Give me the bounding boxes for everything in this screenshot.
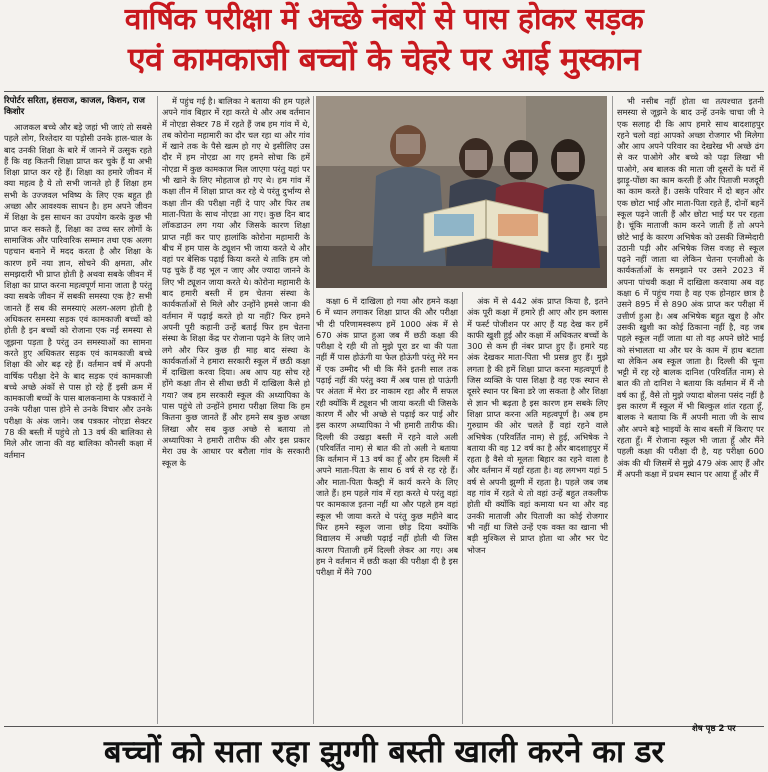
continued-note: शेष पृष्ठ 2 पर [692, 724, 736, 734]
article-bottom-rule [4, 726, 764, 727]
column-4-text: अंक में से 442 अंक प्राप्त किया है, इतने अंक पूरी कक्षा में हमारे ही आए और हम क्लास में फर्स्ट पोजीशन पर आए हैं यह देख कर हमें काफी खुशी हुई और कक्षा में अधिकतर बच्चों के 300 से कम ही नंबर प्राप्त हुए हैं। हमारे यह अंक देखकर माता-पिता भी प्रसन्न हुए हैं। मुझे लगता है की हमें शिक्षा प्राप्त करना महत्वपूर्ण है जिस व्यक्ति के पास शिक्षा है वह एक स्थान से दूसरे स्थान पर बिना डरे जा सकता है और शिक्षा से ज्ञान भी बढ़ता है इस कारण हम सबके लिए शिक्षा प्राप्त करना अति महत्वपूर्ण है। अब हम गुरुग्राम की ओर चलते हैं वहां रहने वाले अभिषेक (परिवर्तित नाम) से हुई, अभिषेक ने बताया की वह 12 वर्ष का है और बादशाहपुर में रहता है वैसे वो मूलतः बिहार का रहने वाला है और वर्तमान में यहाँ रहता है। वह लगभग यहां 5 वर्ष से अपनी झुग्गी में रहता है। पहले जब जब वह गांव में रहते थे तो वहां उन्हें बहुत तकलीफ होती थी क्योंकि वहां कमाया धन था और वह उनकी माताजी और पिताजी का कोई रोजगार भी नहीं था जिसे उन्हें एक वक्त का खाना भी बड़ी मुश्किल से प्राप्त होता था और भर पेट भोजन [467, 296, 608, 555]
article-photo [316, 96, 607, 288]
byline: रिपोर्टर सरिता, हंसराज, काजल, किशन, राज किशोर [4, 96, 145, 117]
headline-line-1: वार्षिक परीक्षा में अच्छे नंबरों से पास होकर सड़क [124, 2, 644, 37]
column-5-text: भी नसीब नहीं होता था तत्पश्चात इतनी समस्या से जूझने के बाद उन्हें उनके चाचा जी ने एक सलाह दी कि आप हमारे साथ बादशाहपुर रहने चलो वहां आपको अच्छा रोजगार भी मिलेगा और आप अपने परिवार का देखरेख भी अच्छे ढंग से कर पाओगे और बच्चे को पढ़ा लिखा भी पाओगे, अब बालक की माता जी दूसरों के घरों में झाड़ू-पोंछा का काम करती हैं और पिताजी मजदूरी का काम करते हैं। उसके परिवार में दो बहन और एक छोटा भाई और माता-पिता रहते हैं, दोनों बहनें स्कूल पढ़ने जाती हैं और छोटा भाई घर पर रहता है। चूंकि माताजी काम करने जाती हैं तो अपने छोटे भाई के कारण अभिषेक को उसकी जिम्मेदारी उठानी पड़ी और अभिषेक जिस वजह से स्कूल पढ़ने नहीं जाता था लेकिन चेतना एनजीओ के कार्यकर्ताओं के समझाने पर उसने 2023 में अपना पांचवी कक्षा में दाखिला करवाया अब वह कक्षा 6 में पहुंच गया है वह एक होनहार छात्र है उसने 895 में से 890 अंक प्राप्त कर परीक्षा में उत्तीर्ण हुआ है। अब अभिषेक बहुत खुश है और उसकी खुशी का कोई ठिकाना नहीं है, वह जब पहले स्कूल नहीं जाता था तो वह अपने छोटे भाई को संभालता था और घर के काम में हाथ बटाता था लेकिन अब स्कूल जाता है। दिल्ली की चूना भट्टी में रह रहे बालक दानिश (परिवर्तित नाम) से बात की तो दानिश ने बताया कि वर्तमान में मैं नौ वर्ष का हूँ, वैसे तो मुझे ज्यादा बोलना पसंद नहीं है इस कारण मैं स्कूल में भी बिल्कुल शांत रहता हूँ, बालक ने बताया कि मैं अपनी माता जी के साथ और अपने बड़े भाइयों के साथ बस्ती में किराए पर रहता हूँ। मैं रोजाना स्कूल भी जाता हूँ और मैंने पहली कक्षा की परीक्षा दी है, यह परीक्षा 600 अंक की थी जिसमें से मुझे 479 अंक आए हैं और मैं अपनी कक्षा में प्रथम स्थान पर आया हूँ और मैं [617, 96, 764, 479]
column-divider [462, 292, 463, 724]
headline-rule [4, 91, 764, 92]
column-1-text: आजकल बच्चे और बड़े जहां भी जाएं तो सबसे पहले लोग, रिश्तेदार या पड़ोसी उनके हाल-चाल के बाद उनकी शिक्षा के बारे में जानने में उत्सुक रहते हैं कि वह कितनी शिक्षा प्राप्त कर चुके हैं या अभी शिक्षा प्राप्त कर रहे हैं। शिक्षा का हमारे जीवन में क्या महत्व है ये तो सभी जानते हो हैं शिक्षा हम सभी के उज्जवल भविष्य के लिए एक बहुत ही अच्छा और आवश्यक साधन है। हम अपने जीवन में शिक्षा के इस साधन का उपयोग करके कुछ भी प्राप्त कर सकते हैं, शिक्षा का उच्च स्तर लोगों के सामाजिक और पारिवारिक सम्मान तथा एक अलग पहचान बनाने में मदद करता है और शिक्षा के कारण हमें नया ज्ञान, सोचने की क्षमता, और समझदारी भी प्राप्त होती है अथवा सबके जीवन में शिक्षा का प्राप्त करना महत्वपूर्ण माना जाता है परंतु क्या सबके जीवन में सबकी समस्या एक है? सभी जानते हैं सब की समस्याएं अलग-अलग होती है अधिकतर समस्या सड़क एवं कामकाजी बच्चों को होती है इन बच्चों को रोजाना एक नई समस्या से जूझना पड़ता है परंतु उन समस्याओं का सामना करते हुए अधिकतर सड़क एवं कामकाजी बच्चे शिक्षा की ओर बढ़ रहे हैं। वर्तमान वर्ष में अपनी वार्षिक परीक्षा देने के बाद सड़क एवं कामकाजी बच्चे अच्छे अंकों से पास हो रहे हैं इसी क्रम में कामकाजी बच्चों के पास बालकनामा के पत्रकारों ने उनके परीक्षा पास होने से उनके विचार और उनके परीक्षा के अंक जाने। जब पत्रकार नोएडा सेक्टर 78 की बस्ती में पहुंचे तो 13 वर्ष की बालिका से मिले और जाना की वह बालिका कौनसी कक्षा में वर्तमान [4, 122, 152, 460]
article-column-3 [316, 296, 458, 728]
article-column-5 [617, 96, 764, 722]
subheadline: बच्चों को सता रहा झुग्गी बस्ती खाली करने का डर [103, 734, 665, 770]
headline-line-2: एवं कामकाजी बच्चों के चेहरे पर आई मुस्कान [127, 40, 641, 78]
children-reading-photo [316, 96, 607, 288]
column-3-text: कक्षा 6 में दाखिला हो गया और हमने कक्षा 6 में ध्यान लगाकर शिक्षा प्राप्त की और परीक्षा भी दी परिणामस्वरूप हमें 1000 अंक में से 670 अंक प्राप्त हुआ जब मैं छठी कक्षा की परीक्षा दे रही थी तो मुझे पूरा डर था की पता नहीं मैं पास होऊंगी या फेल होऊंगी परंतु मेरे मन में एक उम्मीद भी थी कि मैंने इतनी साल तक पढ़ाई नहीं की परंतु क्या मैं अब पास हो पाऊंगी पर अंततः में मेरा डर नाकाम रहा और मैं सफल रही क्योंकि मैं ट्यूशन भी जाया करती थी जिसके कारण मैं और भी अच्छे से पढ़ाई कर पाई और इस कारण अध्यापिका ने भी हमारी तारीफ की। दिल्ली की उखड़ा बस्ती में रहने वाले अली (परिवर्तित नाम) से बात की तो अली ने बताया कि वर्तमान में 13 वर्ष का हूँ और हम दिल्ली में अपने माता-पिता के साथ 6 वर्ष से रह रहे हैं। और माता-पिता फैक्ट्री में कार्य करने के लिए जाते हैं। हम पहले गांव में रहा करते थे परंतु वहां पर कामकाज इतना नहीं था और पहले हम वहां स्कूल भी जाया करते थे परंतु कुछ महीने बाद फिर हमने स्कूल जाना छोड़ दिया क्योंकि विद्यालय में अच्छी पढ़ाई नहीं होती थी जिस कारण पिताजी हमें दिल्ली लेकर आ गए। अब हम ने वर्तमान में छठी कक्षा की परीक्षा दी है इस परीक्षा में मैंने 700 [316, 296, 458, 578]
column-divider [157, 96, 158, 724]
column-divider [313, 96, 314, 724]
column-2-text: में पहुंच गई है। बालिका ने बताया की हम पहले अपने गांव बिहार में रहा करते थे और अब वर्तमान में नोएडा सेक्टर 78 में रहते हैं जब हम गांव में थे, तब कोरोना महामारी का दौर चल रहा था और गांव में खाने तक के पैसे खत्म हो गए थे इसीलिए उस दौर में हम नोएडा आ गए हमने सोचा कि हमें नोएडा में कुछ कामकाज मिल जाएगा परंतु यहां पर भी खाने के लिए मोहताज हो गए थे। हम गांव में कक्षा तीन में शिक्षा प्राप्त कर रहे थे परंतु दुर्भाग्य से कक्षा तीन की परीक्षा नहीं दे पाए और फिर तब माता-पिता के साथ नोएडा आ गए। कुछ दिन बाद लॉकडाउन लग गया और जिसके कारण शिक्षा प्राप्त नहीं कर पाए हालांकि कोरोना महामारी के बीच में हम पास के ट्यूशन भी जाया करते थे और वहां पर बेसिक पढ़ाई किया करते थे ताकि हम जो पढ़ चुके हैं वह भूल न जाए और ज्यादा जानने के लिए भी ट्यूशन जाया करते थे। कोरोना महामारी के बाद हमारी बस्ती में हम चेतना संस्था के कार्यकर्ताओं से मिले और उन्होंने हमसे जाना की वर्तमान में पढ़ाई करते हो या नहीं? फिर हमने अपनी पूरी कहानी उन्हें बताई फिर हम चेतना संस्था के शिक्षा केंद्र पर रोजाना पढ़ने के लिए जाने लगे और फिर कुछ ही माह बाद संस्था के कार्यकर्ताओं ने हमारा सरकारी स्कूल में छठी कक्षा में दाखिला करवा दिया। अब आप यह सोच रहे होंगे कक्षा तीन से सीधा छठी में दाखिला कैसे हो गया? जब हम सरकारी स्कूल की अध्यापिका के पास पहुंचे तो उन्होंने हमारा परीक्षा लिया कि हम कितना कुछ जानते हैं और हमने सब कुछ अच्छा लिखा और सब कुछ अच्छे से बताया तो अध्यापिका ने हमारी तारीफ की और इस प्रकार मेरा उम्र के आधार पर बरौला गांव के सरकारी स्कूल के [162, 96, 310, 468]
article-column-2 [162, 96, 310, 728]
article-column-1 [4, 122, 152, 728]
column-divider [612, 96, 613, 724]
article-column-4 [467, 296, 608, 728]
